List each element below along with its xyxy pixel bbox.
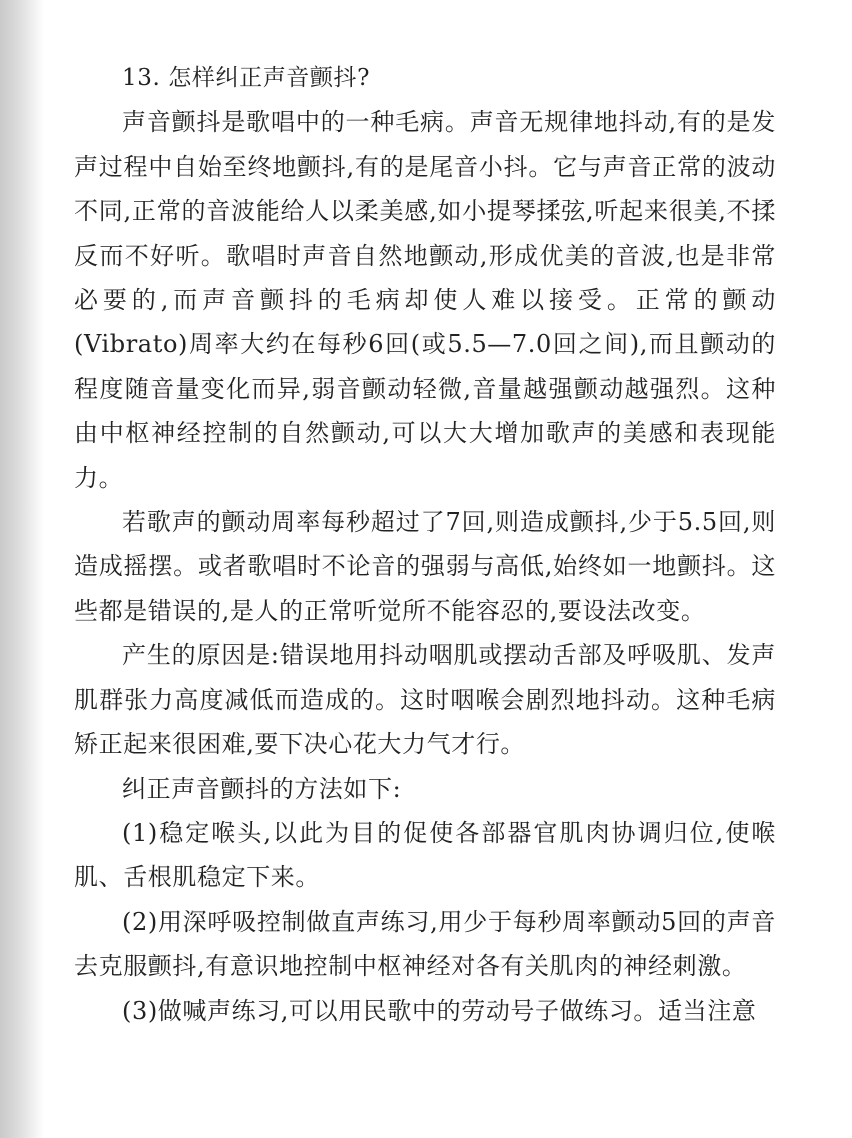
paragraph-method-2: (2)用深呼吸控制做直声练习,用少于每秒周率颤动5回的声音去克服颤抖,有意识地控制中枢神经对各有关肌肉的神经刺激。 — [74, 907, 776, 981]
paragraph-causes: 产生的原因是:错误地用抖动咽肌或摆动舌部及呼吸肌、发声肌群张力高度减低而造成的。这时咽喉会剧烈地抖动。这种毛病矫正起来很困难,要下决心花大力气才行。 — [74, 641, 776, 759]
paragraph-method-1: (1)稳定喉头,以此为目的促使各部器官肌肉协调归位,使喉肌、舌根肌稳定下来。 — [74, 818, 776, 892]
page-gutter-shadow — [0, 0, 44, 1138]
paragraph-methods-intro: 纠正声音颤抖的方法如下: — [122, 774, 402, 803]
section-heading: 13. 怎样纠正声音颤抖? — [122, 65, 371, 91]
paragraph-definition: 声音颤抖是歌唱中的一种毛病。声音无规律地抖动,有的是发声过程中自始至终地颤抖,有的是尾音小抖。它与声音正常的波动不同,正常的音波能给人以柔美感,如小提琴揉弦,听起来很美,不揉反而不好听。歌唱时声音自然地颤动,形成优美的音波,也是非常必要的,而声音颤抖的毛病却使人难以接受。正常的颤动(Vibrato)周率大约在每秒6回(或5.5—7.0回之间),而且颤动的程度随音量变化而异,弱音颤动轻微,音量越强颤动越强烈。这种由中枢神经控制的自然颤动,可以大大增加歌声的美感和表现能力。 — [74, 108, 776, 492]
page-content — [74, 56, 776, 1033]
paragraph-method-3: (3)做喊声练习,可以用民歌中的劳动号子做练习。适当注意 — [122, 996, 757, 1025]
paragraph-errors: 若歌声的颤动周率每秒超过了7回,则造成颤抖,少于5.5回,则造成摇摆。或者歌唱时不论音的强弱与高低,始终如一地颤抖。这些都是错误的,是人的正常听觉所不能容忍的,要设法改变。 — [74, 508, 776, 625]
